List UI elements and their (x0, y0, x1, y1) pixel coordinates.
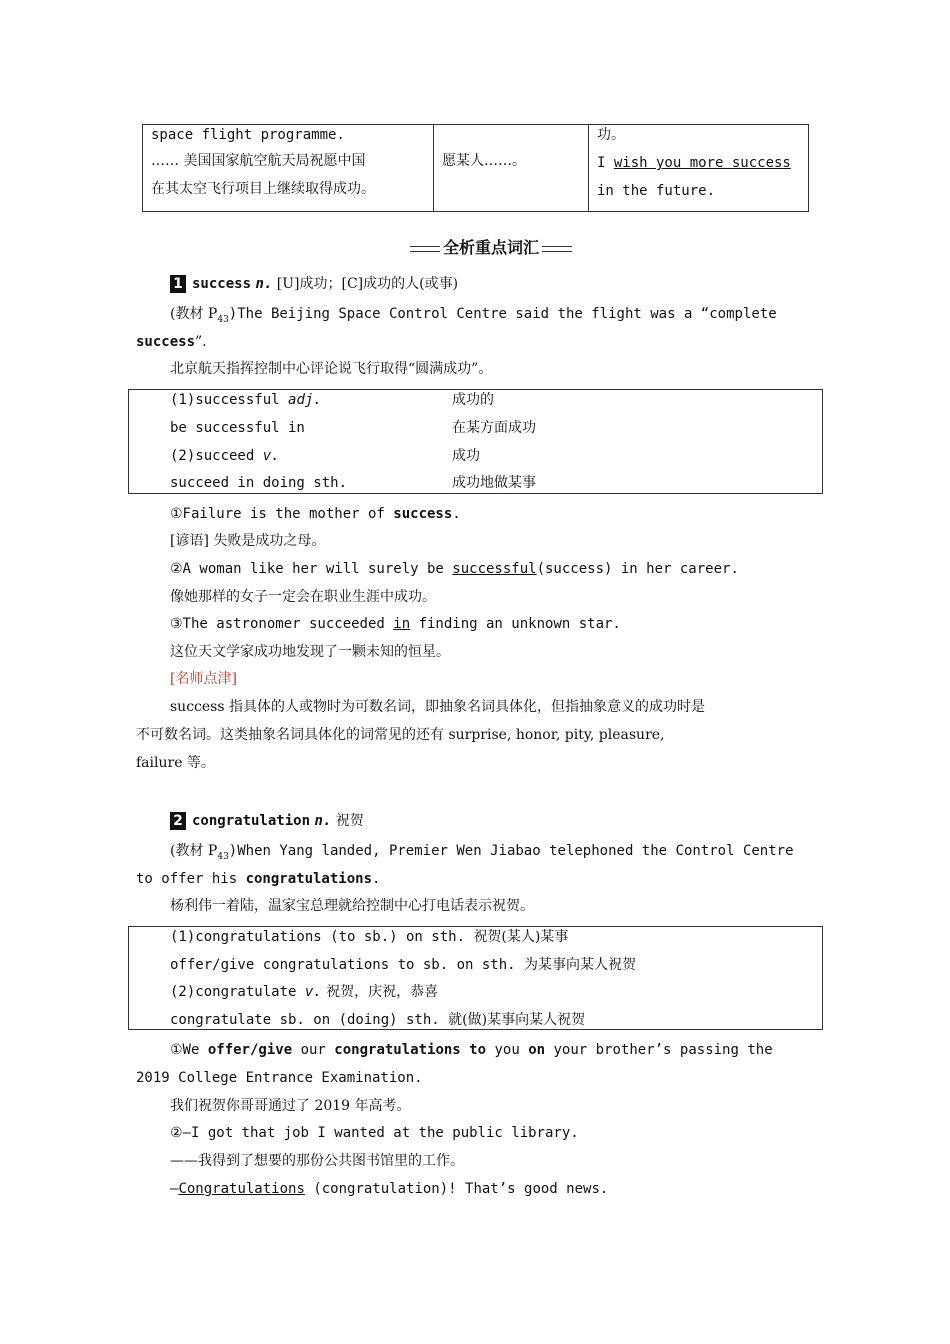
item2-example-1-line2: 2019 College Entrance Examination. (136, 1070, 423, 1086)
text: . (372, 871, 381, 887)
text: ③The astronomer succeeded (170, 616, 394, 632)
text: )The Beijing Space Control Centre said the flight was a “complete (228, 306, 777, 322)
item1-textbook-line (170, 304, 777, 330)
text: you (486, 1042, 529, 1058)
bold-word: to (469, 1042, 487, 1058)
item2-example-2-reply (170, 1179, 608, 1199)
answer-underlined: wish you more success (613, 155, 791, 171)
text: (1)congratulations (to sb.) on sth. (170, 929, 474, 945)
top-table-col-2 (434, 125, 589, 211)
text: I (597, 155, 614, 171)
item2-word-family-box (128, 926, 823, 1030)
top-table-col-1 (143, 125, 434, 211)
teacher-tip-line: failure 等。 (136, 755, 215, 771)
teacher-tip-label: [名师点津] (170, 671, 237, 687)
word-family-en: be successful in (170, 420, 305, 436)
item-number-badge: 1 (170, 275, 186, 293)
item1-heading (170, 274, 458, 294)
header-bar-left (410, 246, 440, 252)
text: 就(做)某事向某人祝贺 (448, 1012, 586, 1028)
item1-word-family-box (128, 389, 823, 494)
text: ②A woman like her will surely be (170, 561, 453, 577)
item2-heading (170, 811, 364, 831)
word-family-row (170, 927, 568, 947)
item1-example-3-zh: 这位天文学家成功地发现了一颗未知的恒星。 (170, 644, 450, 660)
bold-word: success (393, 506, 453, 522)
part-of-speech: n. (314, 813, 332, 829)
word-family-row (170, 1010, 585, 1030)
word-family-zh: 成功 (452, 448, 480, 464)
item2-example-2-zh: ——我得到了想要的那份公共图书馆里的工作。 (170, 1153, 464, 1169)
item2-example-2: ②—I got that job I wanted at the public library. (170, 1125, 579, 1141)
item1-textbook-line2 (136, 332, 207, 352)
text: (congratulation)! That’s good news. (304, 1181, 609, 1197)
item1-example-1 (170, 504, 461, 524)
text: (2)succeed (170, 448, 263, 464)
item2-example-1-zh: 我们祝贺你哥哥通过了 2019 年高考。 (170, 1098, 411, 1114)
bold-word: success (136, 334, 196, 350)
part-of-speech: adj. (288, 392, 322, 408)
text: . (452, 506, 461, 522)
answer-underlined: successful (452, 561, 537, 577)
top-table-col3-line: 功。 (597, 127, 625, 143)
text: your brother’s passing the (545, 1042, 773, 1058)
page-number: 43 (217, 851, 229, 862)
text: (教材 P (170, 843, 218, 859)
word-family-zh: 在某方面成功 (452, 420, 536, 436)
text: to offer his (136, 871, 246, 887)
word-family-en (170, 446, 280, 466)
headword: congratulation (192, 813, 311, 829)
top-table-col1-line: …… 美国国家航空航天局祝愿中国 (151, 153, 366, 169)
top-table-col1-line: space flight programme. (151, 127, 345, 143)
part-of-speech: v. (304, 984, 322, 1000)
answer-underlined: in (393, 616, 411, 632)
teacher-tip-line: success 指具体的人或物时为可数名词，即抽象名词具体化，但指抽象意义的成功时是 (170, 699, 705, 715)
text: (教材 P (170, 306, 218, 322)
bold-word: congratulations (245, 871, 373, 887)
section-header-title: 全析重点词汇 (442, 238, 539, 257)
section-header (410, 236, 572, 260)
item2-textbook-line2 (136, 869, 380, 889)
text: offer/give congratulations to sb. on sth. (170, 957, 525, 973)
word-family-row (170, 982, 438, 1002)
word-family-row (170, 955, 636, 975)
item2-translation: 杨利伟一着陆，温家宝总理就给控制中心打电话表示祝贺。 (170, 898, 534, 914)
page-number: 43 (217, 314, 229, 325)
bold-word: on (528, 1042, 546, 1058)
headword: success (192, 276, 252, 292)
word-family-en (170, 390, 322, 410)
text: our (292, 1042, 335, 1058)
item2-example-1 (170, 1040, 773, 1060)
top-table-col3-line (597, 153, 791, 173)
teacher-tip-line: 不可数名词。这类抽象名词具体化的词常见的还有 surprise, honor, pity, pleasure, (136, 727, 665, 743)
text: finding an unknown star. (410, 616, 621, 632)
top-table-col2-text: 愿某人……。 (442, 153, 526, 169)
word-family-en: succeed in doing sth. (170, 475, 348, 491)
item1-example-2 (170, 559, 739, 579)
text: (2)congratulate (170, 984, 305, 1000)
text: ①We (170, 1042, 208, 1058)
text: ”. (195, 334, 207, 350)
item1-translation: 北京航天指挥控制中心评论说飞行取得“圆满成功”。 (170, 361, 493, 377)
item1-example-2-zh: 像她那样的女子一定会在职业生涯中成功。 (170, 589, 436, 605)
part-of-speech: v. (262, 448, 280, 464)
text: — (170, 1181, 179, 1197)
text: 为某事向某人祝贺 (524, 957, 637, 973)
bold-word: congratulations (334, 1042, 461, 1058)
top-table (142, 124, 809, 212)
bold-word: offer/give (207, 1042, 293, 1058)
word-family-zh: 成功地做某事 (452, 475, 536, 491)
item-number-badge: 2 (170, 812, 186, 830)
word-family-zh: 成功的 (452, 392, 494, 408)
text: 祝贺，庆祝，恭喜 (321, 984, 439, 1000)
item1-example-3 (170, 614, 621, 634)
text: (success) in her career. (536, 561, 739, 577)
text: (1)successful (170, 392, 289, 408)
text (461, 1042, 469, 1058)
definition: [U]成功；[C]成功的人(或事) (276, 276, 459, 292)
text: congratulate sb. on (doing) sth. (170, 1012, 449, 1028)
item2-textbook-line (170, 841, 794, 867)
text: )When Yang landed, Premier Wen Jiabao telephoned the Control Centre (228, 843, 794, 859)
text: 祝贺(某人)某事 (473, 929, 569, 945)
top-table-col3-line: in the future. (597, 183, 716, 199)
definition: 祝贺 (335, 813, 364, 829)
text: ①Failure is the mother of (170, 506, 394, 522)
part-of-speech: n. (255, 276, 273, 292)
top-table-col-3 (589, 125, 807, 211)
item1-example-1-zh: [谚语] 失败是成功之母。 (170, 533, 326, 549)
header-bar-right (542, 246, 572, 252)
answer-underlined: Congratulations (178, 1181, 305, 1197)
top-table-col1-line: 在其太空飞行项目上继续取得成功。 (151, 181, 375, 197)
